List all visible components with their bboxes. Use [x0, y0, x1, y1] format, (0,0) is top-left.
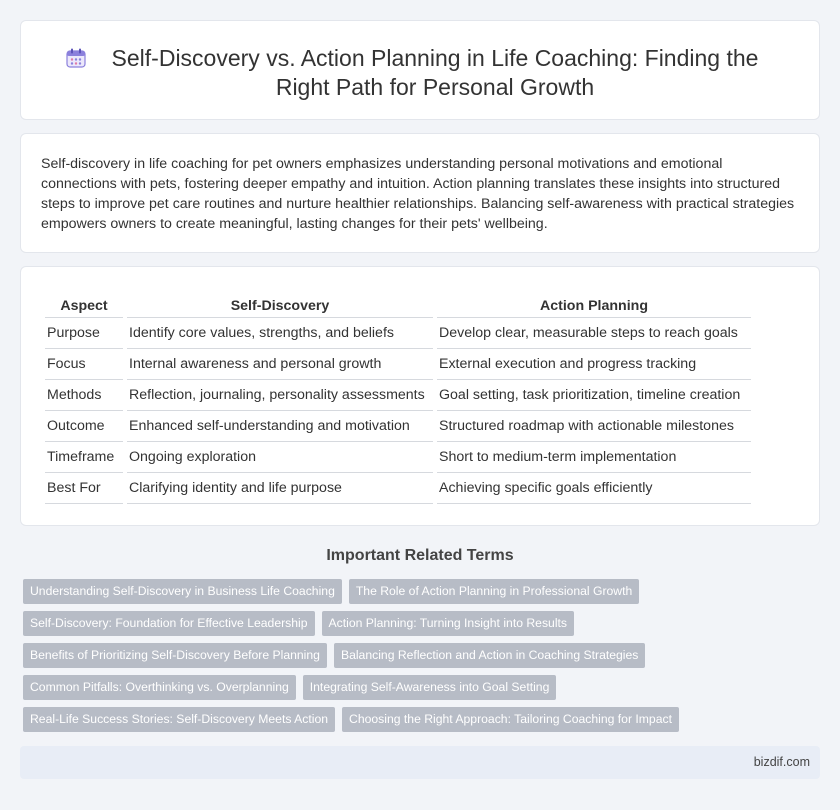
tag-row — [23, 675, 823, 700]
table-cell: Identify core values, strengths, and beliefs — [127, 318, 433, 349]
column-header-self-discovery: Self-Discovery — [127, 294, 433, 318]
table-cell: Timeframe — [45, 442, 123, 473]
page-title: Self-Discovery vs. Action Planning in Life Coaching: Finding the Right Path for Personal Growth — [111, 45, 759, 100]
header-card — [20, 20, 820, 120]
footer — [20, 746, 820, 779]
table-cell: Purpose — [45, 318, 123, 349]
table-cell: Ongoing exploration — [127, 442, 433, 473]
column-header-action-planning: Action Planning — [437, 294, 751, 318]
table-cell: Clarifying identity and life purpose — [127, 473, 433, 504]
table-row — [45, 318, 751, 349]
tag-row — [23, 611, 823, 636]
intro-paragraph: Self-discovery in life coaching for pet owners emphasizes understanding personal motivations and emotional connections with pets, fostering deeper empathy and intuition. Action planning translates these insights into structured steps to improve pet care routines and nurture healthier relationships. Balancing self-awareness with practical strategies empowers owners to create meaningful, lasting changes for their pets' wellbeing. — [41, 156, 795, 232]
related-term-link[interactable]: Balancing Reflection and Action in Coaching Strategies — [334, 643, 645, 668]
comparison-card — [20, 266, 820, 526]
table-cell: Achieving specific goals efficiently — [437, 473, 751, 504]
related-term-link[interactable]: Benefits of Prioritizing Self-Discovery Before Planning — [23, 643, 327, 668]
table-cell: Short to medium-term implementation — [437, 442, 751, 473]
related-term-link[interactable]: Action Planning: Turning Insight into Results — [322, 611, 574, 636]
intro-card — [20, 133, 820, 253]
table-cell: Internal awareness and personal growth — [127, 349, 433, 380]
site-link[interactable]: bizdif.com — [753, 755, 810, 769]
table-cell: Outcome — [45, 411, 123, 442]
tag-row — [23, 643, 823, 668]
related-term-link[interactable]: Integrating Self-Awareness into Goal Setting — [303, 675, 557, 700]
related-term-link[interactable]: The Role of Action Planning in Professional Growth — [349, 579, 639, 604]
column-header-aspect: Aspect — [45, 294, 123, 318]
table-cell: Develop clear, measurable steps to reach goals — [437, 318, 751, 349]
table-cell: Focus — [45, 349, 123, 380]
related-term-link[interactable]: Real-Life Success Stories: Self-Discovery Meets Action — [23, 707, 335, 732]
related-term-link[interactable]: Choosing the Right Approach: Tailoring Coaching for Impact — [342, 707, 679, 732]
table-cell: Reflection, journaling, personality assessments — [127, 380, 433, 411]
related-term-link[interactable]: Common Pitfalls: Overthinking vs. Overplanning — [23, 675, 296, 700]
tag-row — [23, 579, 823, 604]
related-terms-list — [23, 579, 823, 739]
related-term-link[interactable]: Understanding Self-Discovery in Business Life Coaching — [23, 579, 342, 604]
table-cell: Enhanced self-understanding and motivation — [127, 411, 433, 442]
related-terms-title: Important Related Terms — [326, 547, 514, 564]
table-row — [45, 411, 751, 442]
comparison-table — [41, 294, 755, 504]
table-row — [45, 380, 751, 411]
tag-row — [23, 707, 823, 732]
table-cell: External execution and progress tracking — [437, 349, 751, 380]
table-cell: Goal setting, task prioritization, timeline creation — [437, 380, 751, 411]
table-cell: Best For — [45, 473, 123, 504]
table-row — [45, 349, 751, 380]
table-header-row — [45, 294, 751, 318]
table-row — [45, 442, 751, 473]
table-row — [45, 473, 751, 504]
table-cell: Structured roadmap with actionable milestones — [437, 411, 751, 442]
table-cell: Methods — [45, 380, 123, 411]
related-term-link[interactable]: Self-Discovery: Foundation for Effective Leadership — [23, 611, 315, 636]
